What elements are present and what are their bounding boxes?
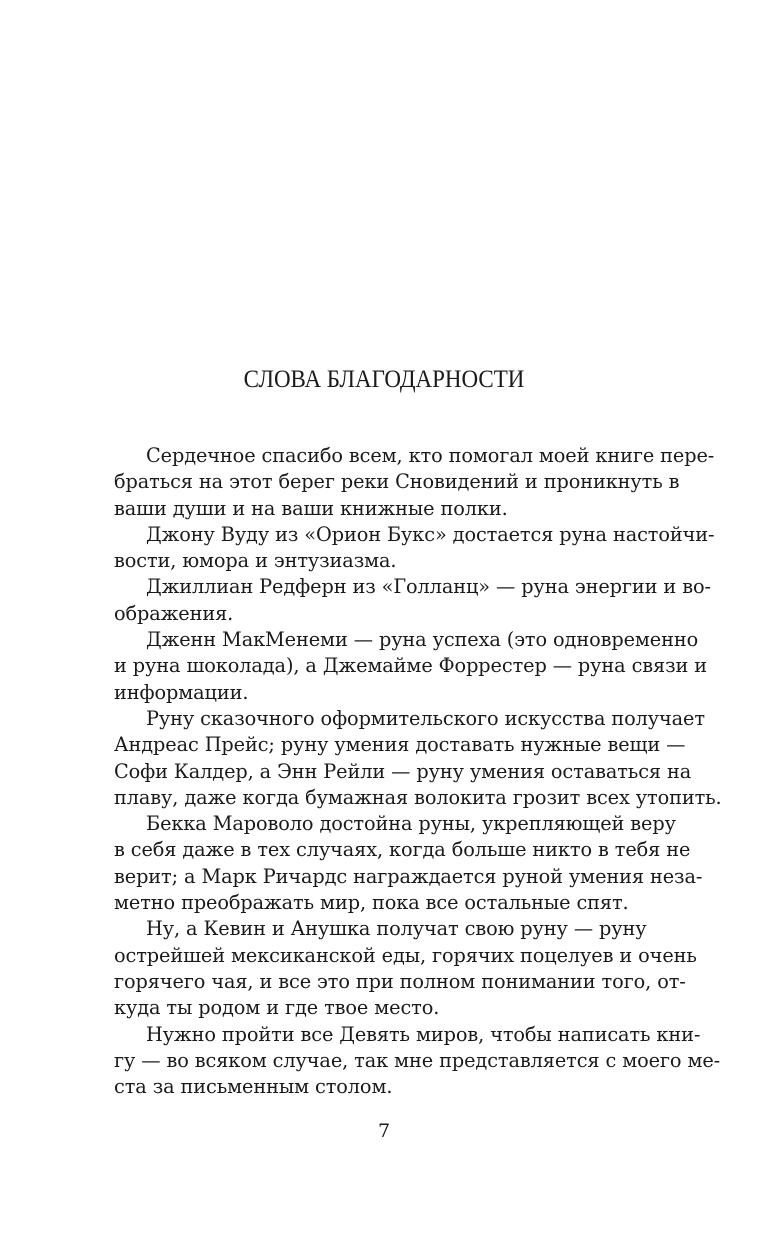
text-line: метно преображать мир, пока все остальные спят. <box>114 891 629 915</box>
text-line: информации. <box>114 680 249 704</box>
paragraph <box>114 706 722 811</box>
text-line: браться на этот берег реки Сновидений и проникнуть в <box>114 470 680 494</box>
text-line: ста за письменным столом. <box>114 1075 393 1099</box>
text-line: Джиллиан Редферн из «Голланц» — руна энергии и во- <box>146 575 711 599</box>
paragraph <box>114 1022 721 1101</box>
text-line: Андреас Прейс; руну умения доставать нужные вещи — <box>114 733 686 757</box>
page-number: 7 <box>377 1120 391 1142</box>
text-line: Ну, а Кевин и Анушка получат свою руну — руну <box>146 917 647 941</box>
text-line: Джону Вуду из «Орион Букс» достается руна настойчи- <box>146 522 715 546</box>
body-text <box>114 443 722 1100</box>
paragraph <box>114 574 711 627</box>
text-line: гу — во всяком случае, так мне представляется с моего ме- <box>114 1048 721 1072</box>
page-title: СЛОВА БЛАГОДАРНОСТИ <box>243 366 525 393</box>
text-line: Руну сказочного оформительского искусства получает <box>146 706 705 730</box>
text-line: ваши души и на ваши книжные полки. <box>114 496 508 520</box>
text-line: Софи Калдер, а Энн Рейли — руну умения оставаться на <box>114 759 692 783</box>
paragraph <box>114 443 715 522</box>
text-line: и руна шоколада), а Джемайме Форрестер — руна связи и <box>114 654 708 678</box>
text-line: горячего чая, и все это при полном понимании того, от- <box>114 969 686 993</box>
text-line: острейшей мексиканской еды, горячих поцелуев и очень <box>114 943 697 967</box>
paragraph <box>114 916 697 1021</box>
text-line: вости, юмора и энтузиазма. <box>114 549 397 573</box>
paragraph <box>114 522 715 575</box>
text-line: Нужно пройти все Девять миров, чтобы написать кни- <box>146 1022 701 1046</box>
text-line: ображения. <box>114 601 234 625</box>
paragraph <box>114 627 708 706</box>
text-line: Дженн МакМенеми — руна успеха (это одновременно <box>146 628 699 652</box>
text-line: Сердечное спасибо всем, кто помогал моей книге пере- <box>146 444 715 467</box>
paragraph <box>114 811 703 916</box>
text-line: плаву, даже когда бумажная волокита грозит всех утопить. <box>114 785 722 809</box>
text-line: куда ты родом и где твое место. <box>114 996 440 1020</box>
text-line: в себя даже в тех случаях, когда больше никто в тебя не <box>114 838 691 862</box>
text-line: верит; а Марк Ричардс награждается руной умения неза- <box>114 864 703 888</box>
text-line: Бекка Мароволо достойна руны, укрепляющей веру <box>146 812 676 836</box>
